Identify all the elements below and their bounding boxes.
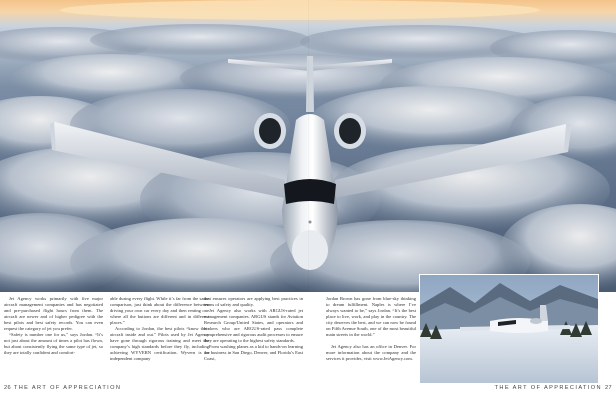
- paragraph: Jet Agency works primarily with five major aircraft management companies and has negotiated and pre-purchased flight hours from them. The aircraft are newer and of higher pedigree with the best pilots and best safety records. You can even request the category of jet you prefer.: [4, 296, 103, 332]
- paragraph: According to Jordan, the best pilots “know their aircraft inside and out.” Pilots used by Jet Agency have gone through rigorous training and meet the company’s high standards before they fly, including achieving WYVERN certification. Wyvern is an independent company: [110, 326, 209, 362]
- article-column-2: [110, 296, 209, 363]
- page-number: 27: [604, 385, 612, 391]
- paragraph: Jordan Brown has gone from blue-sky thinking to dream fulfillment. Naples is where I’ve always wanted to be,” says Jordan. “It’s the best place to live, work, and play in the country. The city deserves the best, and we can now be found on Fifth Avenue South, one of the most beautiful main streets in the world.”: [326, 296, 416, 338]
- paragraph: able during every flight. While it’s far from the same comparison, just think about the difference between driving your own car every day and then renting one where all the buttons are different and in different places.”: [110, 296, 209, 326]
- article-column-1: [4, 296, 103, 356]
- article-column-4: [326, 296, 416, 362]
- paragraph: From washing planes as a kid to hands-on learning the business in San Diego, Denver, and Florida’s East Coast,: [204, 344, 303, 362]
- inset-photo-jet-snowy-mountains: [419, 274, 599, 384]
- page-number: 26: [4, 385, 12, 391]
- paragraph: that ensures operators are applying best practices in terms of safety and quality.: [204, 296, 303, 308]
- article-column-3: [204, 296, 303, 363]
- footer-left: [4, 385, 121, 391]
- footer-right: [495, 385, 612, 391]
- paragraph: Jet Agency also works with ARGUS-rated jet management companies. ARGUS stands for Aviation Research Group/United States, and operators and brokers who are ARGUS-rated pass complete comprehensive and rigorous audit processes to ensure they are operating to the highest safety standards.: [204, 308, 303, 344]
- paragraph: “Safety is number one for us,” says Jordan. “It’s not just about the amount of times a pilot has flown, but about consistently flying the same type of jet, so they are totally confident and comfort-: [4, 332, 103, 356]
- paragraph: Jet Agency also has an office in Denver. For more information about the company and the services it provides, visit www.JetAgency.com.: [326, 344, 416, 362]
- running-title: THE ART OF APPRECIATION: [13, 385, 122, 391]
- running-title: THE ART OF APPRECIATION: [494, 385, 602, 391]
